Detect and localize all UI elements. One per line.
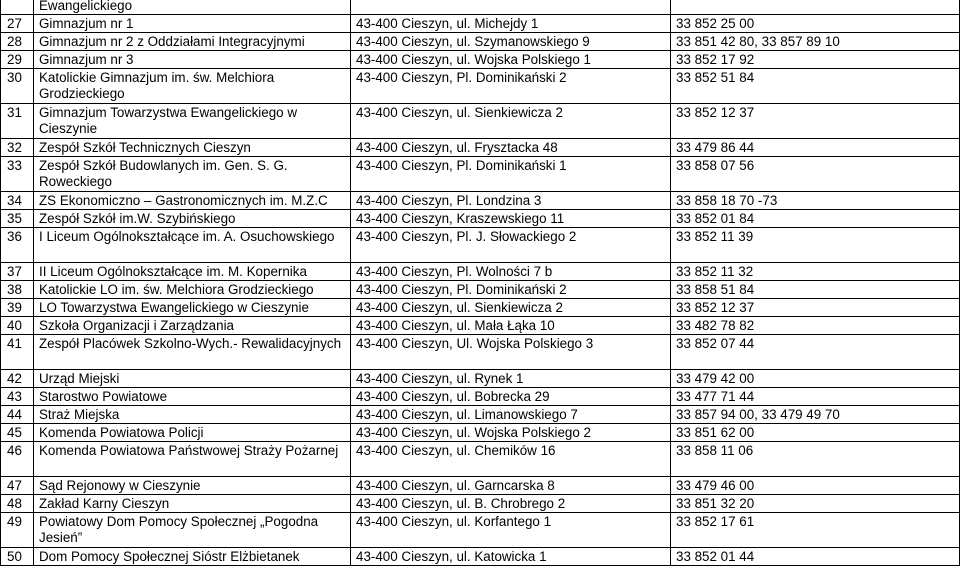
institution-name: Zespół Szkół Budowlanych im. Gen. S. G. Roweckiego	[34, 157, 351, 192]
table-row	[1, 69, 960, 104]
row-number: 29	[1, 51, 34, 69]
table-row	[1, 299, 960, 317]
institution-phone: 33 852 17 92	[671, 51, 960, 69]
institution-phone: 33 852 11 39	[671, 228, 960, 263]
table-row	[1, 281, 960, 299]
institution-address: 43-400 Cieszyn, ul. Szymanowskiego 9	[351, 33, 671, 51]
institution-name: Katolickie LO im. św. Melchiora Grodzieckiego	[34, 281, 351, 299]
row-number: 28	[1, 33, 34, 51]
row-number: 37	[1, 263, 34, 281]
table-row	[1, 370, 960, 388]
institution-name: Gimnazjum nr 2 z Oddziałami Integracyjnymi	[34, 33, 351, 51]
institution-address: 43-400 Cieszyn, ul. Katowicka 1	[351, 548, 671, 566]
table-row	[1, 477, 960, 495]
institution-address: 43-400 Cieszyn, ul. Sienkiewicza 2	[351, 299, 671, 317]
institution-address: 43-400 Cieszyn, Pl. Dominikański 1	[351, 157, 671, 192]
institution-address: 43-400 Cieszyn, Kraszewskiego 11	[351, 210, 671, 228]
institution-name: II Liceum Ogólnokształcące im. M. Kopernika	[34, 263, 351, 281]
institution-address: 43-400 Cieszyn, ul. Limanowskiego 7	[351, 406, 671, 424]
institution-address: 43-400 Cieszyn, Pl. Dominikański 2	[351, 281, 671, 299]
institution-address: 43-400 Cieszyn, ul. Sienkiewicza 2	[351, 104, 671, 139]
institution-name: Zakład Karny Cieszyn	[34, 495, 351, 513]
institution-address: 43-400 Cieszyn, ul. Korfantego 1	[351, 513, 671, 548]
row-number: 38	[1, 281, 34, 299]
row-number: 33	[1, 157, 34, 192]
table-row	[1, 210, 960, 228]
institution-phone: 33 482 78 82	[671, 317, 960, 335]
institution-name: LO Towarzystwa Ewangelickiego w Cieszynie	[34, 299, 351, 317]
institution-address: 43-400 Cieszyn, Ul. Wojska Polskiego 3	[351, 335, 671, 370]
institution-address: 43-400 Cieszyn, ul. Bobrecka 29	[351, 388, 671, 406]
institution-phone: 33 852 51 84	[671, 69, 960, 104]
institution-address: 43-400 Cieszyn, Pl. Londzina 3	[351, 192, 671, 210]
row-number: 46	[1, 442, 34, 477]
institution-phone	[671, 0, 960, 15]
institution-phone: 33 852 17 61	[671, 513, 960, 548]
table-row	[1, 495, 960, 513]
table-row	[1, 139, 960, 157]
institution-address: 43-400 Cieszyn, ul. Rynek 1	[351, 370, 671, 388]
table-row	[1, 513, 960, 548]
row-number: 27	[1, 15, 34, 33]
institution-address: 43-400 Cieszyn, ul. Michejdy 1	[351, 15, 671, 33]
row-number: 30	[1, 69, 34, 104]
institution-address: 43-400 Cieszyn, ul. Wojska Polskiego 1	[351, 51, 671, 69]
institution-name: Powiatowy Dom Pomocy Społecznej „Pogodna Jesień”	[34, 513, 351, 548]
row-number: 40	[1, 317, 34, 335]
table-row	[1, 228, 960, 263]
institution-phone: 33 479 42 00	[671, 370, 960, 388]
institution-phone: 33 851 62 00	[671, 424, 960, 442]
institution-address: 43-400 Cieszyn, ul. Garncarska 8	[351, 477, 671, 495]
institution-name: Straż Miejska	[34, 406, 351, 424]
institution-name: Starostwo Powiatowe	[34, 388, 351, 406]
table-row	[1, 424, 960, 442]
institution-address: 43-400 Cieszyn, ul. Frysztacka 48	[351, 139, 671, 157]
institution-name: Zespół Szkół Technicznych Cieszyn	[34, 139, 351, 157]
table-row	[1, 15, 960, 33]
row-number: 50	[1, 548, 34, 566]
row-number: 34	[1, 192, 34, 210]
table-row	[1, 157, 960, 192]
institution-name: Katolickie Gimnazjum im. św. Melchiora Grodzieckiego	[34, 69, 351, 104]
row-number: 41	[1, 335, 34, 370]
table-row	[1, 0, 960, 15]
table-row	[1, 51, 960, 69]
table-row	[1, 442, 960, 477]
institution-phone: 33 857 94 00, 33 479 49 70	[671, 406, 960, 424]
institution-name: Dom Pomocy Społecznej Sióstr Elżbietanek	[34, 548, 351, 566]
table-row	[1, 335, 960, 370]
institution-name: Szkoła Organizacji i Zarządzania	[34, 317, 351, 335]
table-row	[1, 317, 960, 335]
institution-phone: 33 852 01 44	[671, 548, 960, 566]
institution-phone: 33 858 07 56	[671, 157, 960, 192]
institution-address: 43-400 Cieszyn, ul. Chemików 16	[351, 442, 671, 477]
institution-address: 43-400 Cieszyn, Pl. Wolności 7 b	[351, 263, 671, 281]
institution-name: Komenda Powiatowa Policji	[34, 424, 351, 442]
institution-name: Gimnazjum nr 3	[34, 51, 351, 69]
row-number: 43	[1, 388, 34, 406]
table-row	[1, 104, 960, 139]
row-number: 35	[1, 210, 34, 228]
table-row	[1, 388, 960, 406]
row-number: 32	[1, 139, 34, 157]
institution-phone: 33 851 42 80, 33 857 89 10	[671, 33, 960, 51]
institution-phone: 33 477 71 44	[671, 388, 960, 406]
table-row	[1, 263, 960, 281]
row-number	[1, 0, 34, 15]
institution-name: Sąd Rejonowy w Cieszynie	[34, 477, 351, 495]
institution-name: Zespół Placówek Szkolno-Wych.- Rewalidacyjnych	[34, 335, 351, 370]
row-number: 49	[1, 513, 34, 548]
institution-phone: 33 852 07 44	[671, 335, 960, 370]
institution-address: 43-400 Cieszyn, ul. B. Chrobrego 2	[351, 495, 671, 513]
institution-address: 43-400 Cieszyn, Pl. Dominikański 2	[351, 69, 671, 104]
institution-name: Komenda Powiatowa Państwowej Straży Pożarnej	[34, 442, 351, 477]
institution-address: 43-400 Cieszyn, Pl. J. Słowackiego 2	[351, 228, 671, 263]
table-row	[1, 192, 960, 210]
institution-phone: 33 479 46 00	[671, 477, 960, 495]
institution-phone: 33 479 86 44	[671, 139, 960, 157]
institution-address	[351, 0, 671, 15]
institution-phone: 33 852 01 84	[671, 210, 960, 228]
institution-address: 43-400 Cieszyn, ul. Wojska Polskiego 2	[351, 424, 671, 442]
table-row	[1, 33, 960, 51]
institution-name: I Liceum Ogólnokształcące im. A. Osuchowskiego	[34, 228, 351, 263]
row-number: 47	[1, 477, 34, 495]
institution-name: Gimnazjum Towarzystwa Ewangelickiego w Cieszynie	[34, 104, 351, 139]
institution-phone: 33 851 32 20	[671, 495, 960, 513]
institution-phone: 33 858 51 84	[671, 281, 960, 299]
institution-name: Zespół Szkół im.W. Szybińskiego	[34, 210, 351, 228]
institution-phone: 33 852 11 32	[671, 263, 960, 281]
row-number: 44	[1, 406, 34, 424]
institution-phone: 33 852 25 00	[671, 15, 960, 33]
institution-phone: 33 852 12 37	[671, 104, 960, 139]
institution-name: Urząd Miejski	[34, 370, 351, 388]
institution-name: Ewangelickiego	[34, 0, 351, 15]
institution-phone: 33 852 12 37	[671, 299, 960, 317]
row-number: 45	[1, 424, 34, 442]
institution-name: ZS Ekonomiczno – Gastronomicznych im. M.Z.C	[34, 192, 351, 210]
institution-phone: 33 858 11 06	[671, 442, 960, 477]
row-number: 48	[1, 495, 34, 513]
institution-address: 43-400 Cieszyn, ul. Mała Łąka 10	[351, 317, 671, 335]
row-number: 42	[1, 370, 34, 388]
institution-name: Gimnazjum nr 1	[34, 15, 351, 33]
row-number: 31	[1, 104, 34, 139]
row-number: 36	[1, 228, 34, 263]
table-row	[1, 548, 960, 566]
table-row	[1, 406, 960, 424]
institution-phone: 33 858 18 70 -73	[671, 192, 960, 210]
row-number: 39	[1, 299, 34, 317]
